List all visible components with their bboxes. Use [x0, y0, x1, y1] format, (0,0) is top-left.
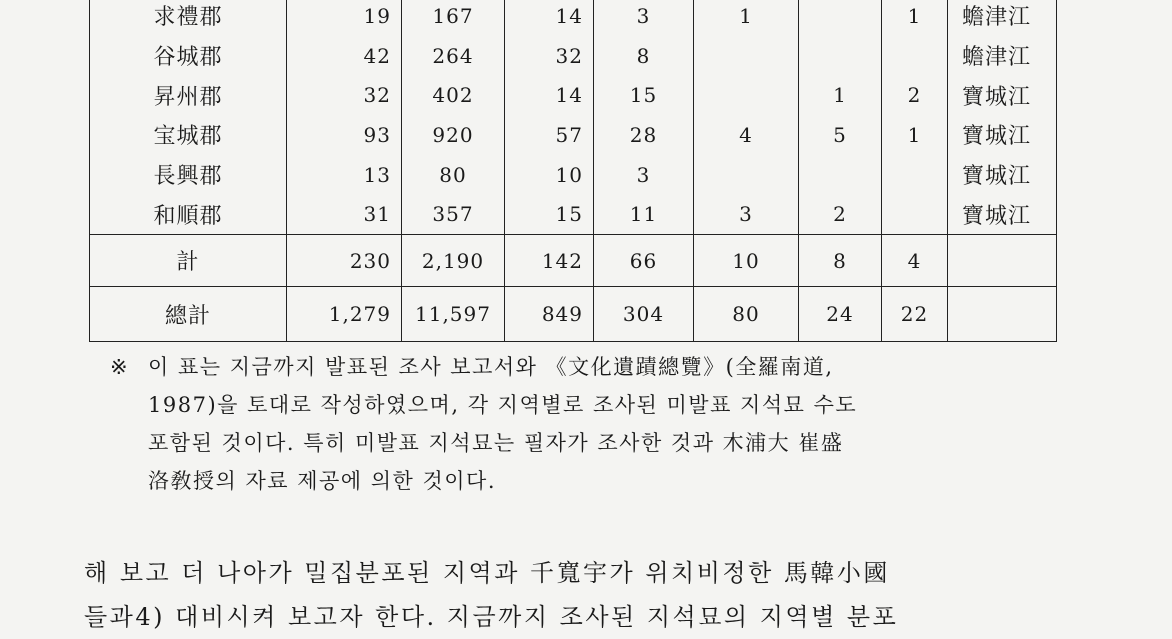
count-cell: 11,597: [402, 287, 505, 342]
dolmen-statistics-table: [89, 0, 1057, 342]
region-name-cell: 求禮郡: [90, 0, 287, 36]
count-cell: 167: [402, 0, 505, 36]
region-name-cell: 計: [90, 235, 287, 287]
body-paragraph: [84, 551, 1064, 639]
count-cell: 1: [799, 75, 882, 115]
count-cell: 2: [882, 75, 948, 115]
count-cell: 3: [694, 194, 799, 234]
count-cell: [799, 0, 882, 36]
count-cell: 3: [594, 155, 694, 195]
region-name-cell: 和順郡: [90, 194, 287, 234]
count-cell: 10: [694, 235, 799, 287]
region-name-cell: 宝城郡: [90, 115, 287, 155]
count-cell: 142: [505, 235, 594, 287]
river-basin-cell: 寶城江: [948, 194, 1057, 234]
count-cell: 66: [594, 235, 694, 287]
count-cell: [882, 36, 948, 76]
count-cell: 3: [594, 0, 694, 36]
region-name-cell: 長興郡: [90, 155, 287, 195]
count-cell: 22: [882, 287, 948, 342]
river-basin-cell: 寶城江: [948, 115, 1057, 155]
count-cell: 357: [402, 194, 505, 234]
table-row: [90, 75, 1057, 115]
count-cell: 32: [287, 75, 402, 115]
river-basin-cell: [948, 287, 1057, 342]
count-cell: [882, 194, 948, 234]
river-basin-cell: [948, 235, 1057, 287]
table-body: [90, 0, 1057, 342]
footnote-line: 포함된 것이다. 특히 미발표 지석묘는 필자가 조사한 것과 木浦大 崔盛: [148, 431, 844, 455]
count-cell: [799, 155, 882, 195]
count-cell: 57: [505, 115, 594, 155]
count-cell: 4: [694, 115, 799, 155]
count-cell: 15: [505, 194, 594, 234]
count-cell: [694, 155, 799, 195]
region-name-cell: 總計: [90, 287, 287, 342]
subtotal-row: [90, 235, 1057, 287]
count-cell: 2: [799, 194, 882, 234]
count-cell: 920: [402, 115, 505, 155]
count-cell: 24: [799, 287, 882, 342]
count-cell: 4: [882, 235, 948, 287]
count-cell: 8: [799, 235, 882, 287]
reference-mark: ※: [110, 355, 130, 379]
body-line: 해 보고 더 나아가 밀집분포된 지역과 千寬宇가 위치비정한 馬韓小國: [84, 559, 890, 587]
count-cell: 13: [287, 155, 402, 195]
count-cell: 10: [505, 155, 594, 195]
count-cell: 8: [594, 36, 694, 76]
count-cell: 304: [594, 287, 694, 342]
footnote-line: ※ 이 표는 지금까지 발표된 조사 보고서와 《文化遺蹟總覽》(全羅南道,: [110, 348, 1070, 386]
count-cell: 93: [287, 115, 402, 155]
count-cell: 1,279: [287, 287, 402, 342]
count-cell: 1: [882, 0, 948, 36]
river-basin-cell: 蟾津江: [948, 0, 1057, 36]
count-cell: 11: [594, 194, 694, 234]
count-cell: 28: [594, 115, 694, 155]
body-line: 들과4) 대비시켜 보고자 한다. 지금까지 조사된 지석묘의 지역별 분포: [84, 603, 899, 631]
footnote-line: 洛敎授의 자료 제공에 의한 것이다.: [148, 469, 497, 493]
count-cell: 32: [505, 36, 594, 76]
grand-total-row: [90, 287, 1057, 342]
river-basin-cell: 蟾津江: [948, 36, 1057, 76]
count-cell: [694, 36, 799, 76]
count-cell: 42: [287, 36, 402, 76]
table-row: [90, 155, 1057, 195]
table-row: [90, 36, 1057, 76]
count-cell: [694, 75, 799, 115]
count-cell: 15: [594, 75, 694, 115]
count-cell: 2,190: [402, 235, 505, 287]
count-cell: 1: [882, 115, 948, 155]
count-cell: 80: [402, 155, 505, 195]
footnote-line: 1987)을 토대로 작성하였으며, 각 지역별로 조사된 미발표 지석묘 수도: [148, 393, 858, 417]
count-cell: 402: [402, 75, 505, 115]
count-cell: 80: [694, 287, 799, 342]
count-cell: 14: [505, 75, 594, 115]
river-basin-cell: 寶城江: [948, 155, 1057, 195]
count-cell: 230: [287, 235, 402, 287]
table-footnote: [110, 348, 1070, 500]
table-row: [90, 0, 1057, 36]
count-cell: [799, 36, 882, 76]
count-cell: 849: [505, 287, 594, 342]
region-name-cell: 昇州郡: [90, 75, 287, 115]
count-cell: 1: [694, 0, 799, 36]
count-cell: 31: [287, 194, 402, 234]
count-cell: 5: [799, 115, 882, 155]
count-cell: [882, 155, 948, 195]
count-cell: 19: [287, 0, 402, 36]
table-row: [90, 115, 1057, 155]
count-cell: 14: [505, 0, 594, 36]
river-basin-cell: 寶城江: [948, 75, 1057, 115]
count-cell: 264: [402, 36, 505, 76]
region-name-cell: 谷城郡: [90, 36, 287, 76]
table-row: [90, 194, 1057, 234]
